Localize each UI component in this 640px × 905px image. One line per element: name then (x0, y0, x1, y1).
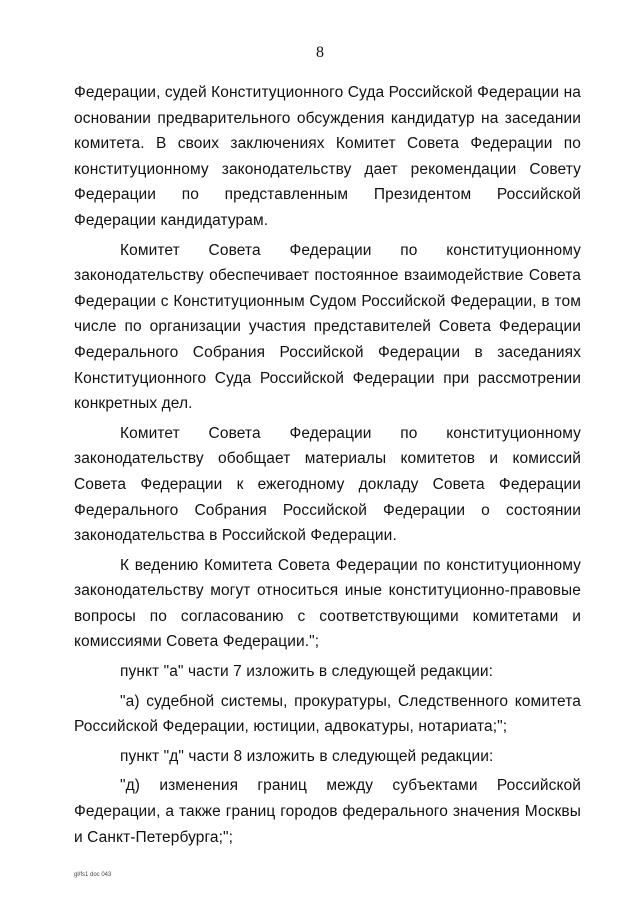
page-number: 8 (316, 44, 324, 61)
paragraph: Комитет Совета Федерации по конституционному законодательству обеспечивает постоянное взаимодействие Совета Федерации с Конституционным Судом Российской Федерации, в том числе по организации участия представителей Совета Федерации Федерального Собрания Российской Федерации в заседаниях Конституционного Суда Российской Федерации при рассмотрении конкретных дел. (74, 241, 581, 413)
paragraph: пункт "а" части 7 изложить в следующей редакции: (120, 663, 494, 681)
document-body (74, 80, 581, 854)
paragraph: пункт "д" части 8 изложить в следующей редакции: (120, 747, 494, 765)
footer-doc-code: gl/fs1 doc 043 (74, 872, 112, 878)
paragraph-continuation: Федерации, судей Конституционного Суда Российской Федерации на основании предварительного обсуждения кандидатур на заседании комитета. В своих заключениях Комитет Совета Федерации по конституционному законодательству дает рекомендации Совету Федерации по представленным Президентом Российской Федерации кандидатурам. (74, 84, 581, 229)
paragraph: К ведению Комитета Совета Федерации по конституционному законодательству могут относиться иные конституционно-правовые вопросы по согласованию с соответствующими комитетами и комиссиями Совета Федерации."; (74, 556, 581, 651)
paragraph: Комитет Совета Федерации по конституционному законодательству обобщает материалы комитетов и комиссий Совета Федерации к ежегодному докладу Совета Федерации Федерального Собрания Российской Федерации о состоянии законодательства в Российской Федерации. (74, 424, 581, 545)
paragraph: "д) изменения границ между субъектами Российской Федерации, а также границ городов федерального значения Москвы и Санкт-Петербурга;"; (74, 777, 581, 846)
paragraph: "а) судебной системы, прокуратуры, Следственного комитета Российской Федерации, юстиции, адвокатуры, нотариата;"; (74, 692, 581, 736)
